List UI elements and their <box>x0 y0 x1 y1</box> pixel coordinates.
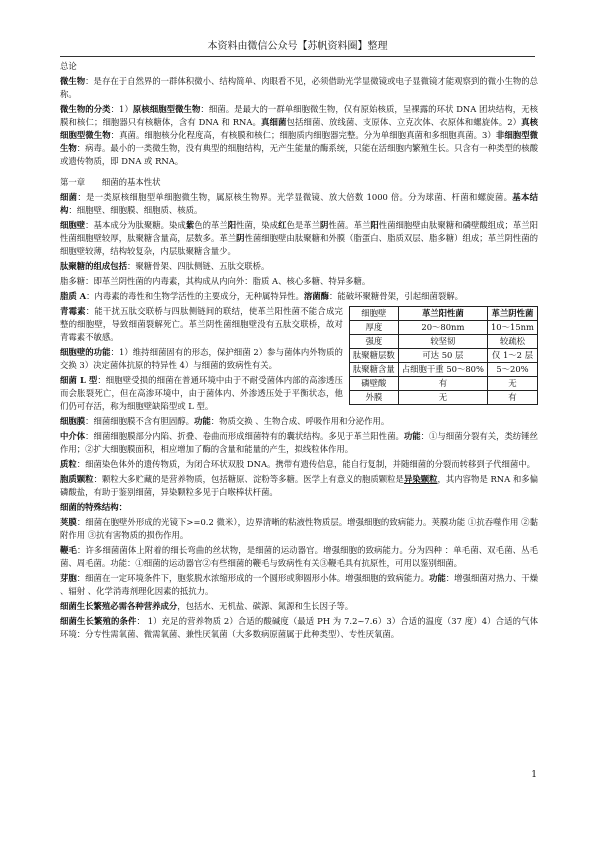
table-cell: 外膜 <box>349 391 398 405</box>
intro-heading: 总论 <box>60 61 77 71</box>
paragraph-plasmid: 质粒：细菌染色体外的遗传物质，为闭合环状双股 DNA。携带有遗传信息，能自行复制，并随细菌的分裂而转移到子代细菌中。 <box>60 459 535 469</box>
paragraph-microbe: 微生物：是存在于自然界的一群体积微小、结构简单、肉眼看不见，必须借助光学显微镜或电子显微镜才能观察到的微小生物的总称。 <box>60 76 539 99</box>
table-cell: 较坚韧 <box>398 335 487 349</box>
table-header: 革兰阳性菌 <box>398 307 487 321</box>
table-cell: 较疏松 <box>487 335 537 349</box>
table-cell: 无 <box>398 391 487 405</box>
chapter-title: 第一章 细菌的基本性状 <box>60 177 161 187</box>
table-cell: 10～15nm <box>487 321 537 335</box>
cell-wall-comparison-table <box>349 306 538 405</box>
table-row <box>349 349 537 363</box>
table-cell: 无 <box>487 377 537 391</box>
table-cell: 占细胞干重 50～80% <box>398 363 487 377</box>
table-row <box>349 377 537 391</box>
paragraph-mesosome: 中介体：细菌细胞膜部分内陷、折叠、卷曲而形成细菌特有的囊状结构。多见于革兰阳性菌。功能：①与细菌分裂有关，类纺锤丝作用；②扩大细胞膜面积，相应增加了酶的含量和能量的产生，拟线粒体作用。 <box>60 431 539 454</box>
page-number: 1 <box>531 770 537 780</box>
page-header: 本资料由微信公众号【苏帆资料圈】整理 <box>60 40 535 57</box>
paragraph-spore: 芽胞：细菌在一定环境条件下，胞浆脱水浓缩形成的一个圆形或卵圆形小体。增强细胞的致病能力。功能：增强细菌对热力、干燥 、辐射 、化学消毒剂理化因素的抵抗力。 <box>60 573 539 596</box>
paragraph-capsule: 荚膜：细菌在胞壁外形成的光镜下>=0.2 微米），边界清晰的粘液性物质层。增强细胞的致病能力。荚膜功能 ①抗吞噬作用 ②黏附作用 ③抗有害物质的损伤作用。 <box>60 517 538 540</box>
table-row <box>349 363 537 377</box>
term: 微生物 <box>60 76 86 86</box>
document-body <box>60 60 538 643</box>
paragraph-penicillin: 青霉素：能干扰五肽交联桥与四肽侧链间的联结，使革兰阳性菌不能合成完整的细胞壁，导致细菌裂解死亡。革兰阴性菌细胞壁没有五肽交联桥，故对青霉素不敏感。 <box>60 306 343 342</box>
paragraph-nutrition: 细菌生长繁殖必需各种营养成分，包括水、无机盐、碳源、氮源和生长因子等。 <box>60 601 354 611</box>
table-cell: 有 <box>398 377 487 391</box>
table-cell: 磷壁酸 <box>349 377 398 391</box>
paragraph-flagellum: 鞭毛：许多细菌菌体上附着的细长弯曲的丝状物，是细菌的运动器官。增强细胞的致病能力。分为四种 ：单毛菌、双毛菌、丛毛菌、周毛菌。功能：①细菌的运动器官②有些细菌的鞭毛与致病性有关③鞭毛具有抗原性，可用以鉴别细菌。 <box>60 545 538 568</box>
paragraph-classification: 微生物的分类：1）原核细胞型微生物：细菌。是最大的一群单细胞微生物，仅有原始核质，呈裸露的环状 DNA 团块结构，无核膜和核仁；细胞器只有核糖体，含有 DNA 和 RNA。真细菌包括细菌、放线菌、支原体、立克次体、衣原体和螺旋体。2）真核细胞型微生物：真菌。细胞核分化程度高，有核膜和核仁；细胞质内细胞器完整。分为单细胞真菌和多细胞真菌。3）非细胞型微生物：病毒。最小的一类微生物，没有典型的细胞结构，无产生能量的酶系统，只能在活细胞内繁殖生长。只含有一种类型的核酸或遗传物质，即 DNA 或 RNA。 <box>60 104 539 166</box>
paragraph-l-form: 细菌 L 型：细胞壁受损的细菌在普通环境中由于不耐受菌体内部的高渗透压而会胀裂死亡，但在高渗环境中，由于菌体内、外渗透压处于平衡状态，他们仍可存活，称为细胞壁缺陷型或 L 型。 <box>60 375 343 411</box>
table-cell: 仅 1～2 层 <box>487 349 537 363</box>
table-cell: 肽聚糖层数 <box>349 349 398 363</box>
table-cell: 20～80nm <box>398 321 487 335</box>
paragraph-membrane: 细胞膜：细菌细胞膜不含有胆固醇。功能：物质交换 、生物合成、呼吸作用和分泌作用。 <box>60 416 390 426</box>
paragraph-granules: 胞质颗粒：颗粒大多贮藏的是营养物质，包括糖原、淀粉等多糖。医学上有意义的胞质颗粒是异染颗粒，其内容物是 RNA 和多偏磷酸盐，有助于鉴别细菌，异染颗粒多见于白喉棒状杆菌。 <box>60 474 539 497</box>
special-structures-heading: 细菌的特殊结构： <box>60 502 127 512</box>
paragraph-bacteria: 细菌：是一类原核细胞型单细胞微生物，属原核生物界。光学显微镜、放大倍数 1000 倍。分为球菌、杆菌和螺旋菌。基本结构：细胞壁、细胞膜、细胞质、核质。 <box>60 192 539 215</box>
table-cell: 可达 50 层 <box>398 349 487 363</box>
table-cell: 肽聚糖含量 <box>349 363 398 377</box>
table-cell: 5～20% <box>487 363 537 377</box>
table-header: 细胞壁 <box>349 307 398 321</box>
table-row <box>349 391 537 405</box>
table-cell: 有 <box>487 391 537 405</box>
paragraph-peptidoglycan: 肽聚糖的组成包括：聚糖骨架、四肽侧链、五肽交联桥。 <box>60 261 270 271</box>
table-row <box>349 321 537 335</box>
comparison-table <box>349 306 538 405</box>
paragraph-lps: 脂多糖：即革兰阴性菌的内毒素，其构成从内向外：脂质 A、核心多糖、特异多糖。 <box>60 276 371 286</box>
table-row <box>349 335 537 349</box>
table-header-row <box>349 307 537 321</box>
paragraph-wall-function: 细胞壁的功能：1）维持细菌固有的形态，保护细菌 2）参与菌体内外物质的交换 3）决定菌体抗原的特异性 4）与细菌的致病性有关。 <box>60 347 343 370</box>
table-cell: 强度 <box>349 335 398 349</box>
table-cell: 厚度 <box>349 321 398 335</box>
paragraph-conditions: 细菌生长繁殖的条件： 1）充足的营养物质 2）合适的酸碱度（最适 PH 为 7.2~7.6）3）合适的温度（37 度）4）合适的气体环境：分专性需氧菌、微需氧菌、兼性厌氧菌（大多数病原菌属于此种类型）、专性厌氧菌。 <box>60 616 538 639</box>
paragraph-cell-wall: 细胞壁：基本成分为肽聚糖。染成紫色的革兰阳性菌，染成红色是革兰阴性菌。革兰阳性菌细胞壁由肽聚糖和磷壁酸组成；革兰阳性菌细胞壁较厚，肽聚糖含量高，层数多。革兰阴性菌细胞壁由肽聚糖和外膜（脂蛋白、脂质双层、脂多糖）组成；革兰阴性菌的细胞壁较薄，结构较复杂，内层肽聚糖含量少。 <box>60 220 539 256</box>
paragraph-lipid-a: 脂质 A：内毒素的毒性和生物学活性的主要成分，无种属特异性。溶菌酶：能破坏聚糖骨架，引起细菌裂解。 <box>60 291 464 301</box>
table-header: 革兰阴性菌 <box>487 307 537 321</box>
